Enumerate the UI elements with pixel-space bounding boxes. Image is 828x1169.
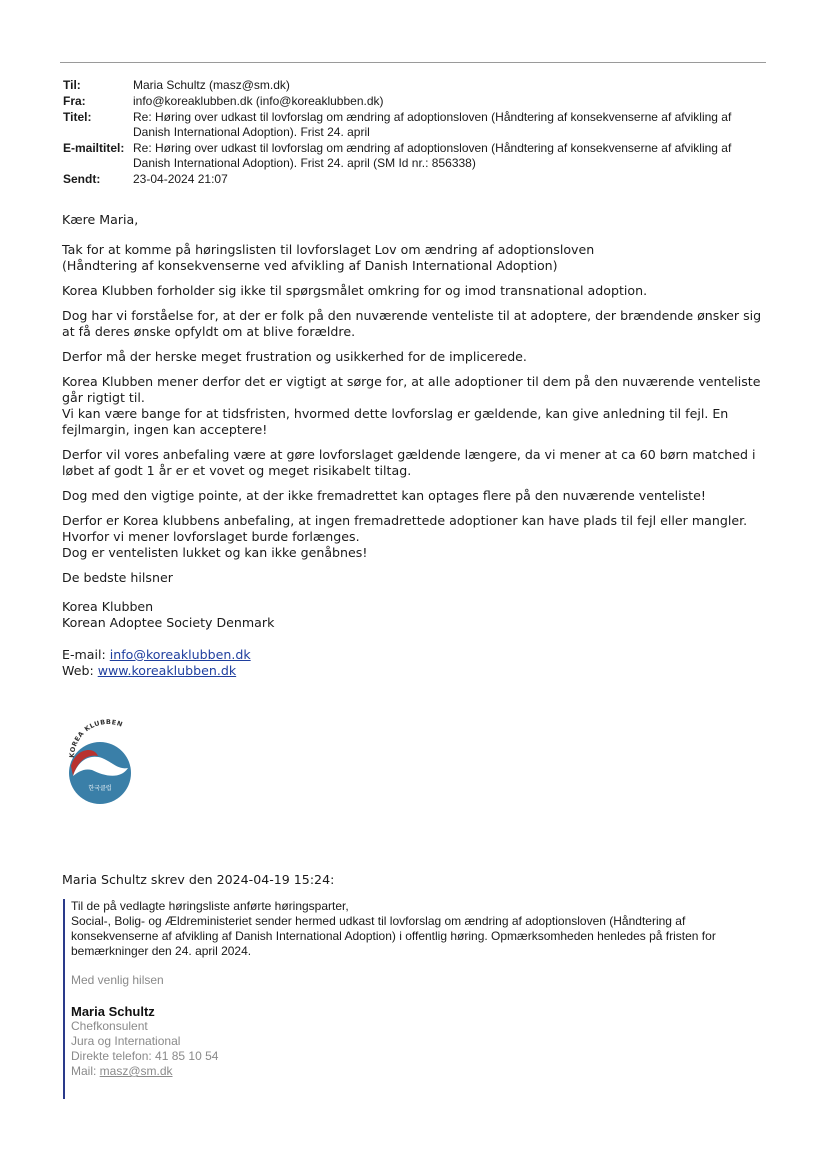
paragraph-5-line-2: Vi kan være bange for at tidsfristen, hvormed dette lovforslag er gældende, kan give anledning til fejl. En fejlmargin, ingen kan acceptere!: [62, 406, 729, 437]
quoted-signature-title: Chefkonsulent: [71, 1019, 148, 1033]
paragraph-6: Derfor vil vores anbefaling være at gøre lovforslaget gældende længere, da vi mener at ca 60 børn matched i løbet af godt 1 år er et vovet og meget risikabelt tiltag.: [62, 447, 756, 478]
logo-korean-text: 한국클럽: [88, 785, 112, 792]
header-row-sent: [63, 172, 763, 187]
quoted-line-1: Til de på vedlagte høringsliste anførte høringsparter,: [71, 899, 349, 913]
quoted-greeting: Med venlig hilsen: [71, 973, 164, 987]
from-label: Fra:: [63, 94, 86, 108]
contact-block: [62, 647, 774, 679]
header-row-from: [63, 94, 763, 109]
header-row-to: [63, 78, 763, 93]
from-value: info@koreaklubben.dk (info@koreaklubben.dk): [133, 94, 384, 108]
website-link[interactable]: www.koreaklubben.dk: [97, 663, 237, 678]
paragraph-8-line-1: Derfor er Korea klubbens anbefaling, at ingen fremadrettede adoptioner kan have plads til fejl eller mangler.: [62, 513, 748, 528]
to-value: Maria Schultz (masz@sm.dk): [133, 78, 290, 92]
paragraph-3: Dog har vi forståelse for, at der er folk på den nuværende venteliste til at adoptere, der brændende ønsker sig at få deres ønske opfyldt om at blive forældre.: [62, 308, 762, 339]
email-header: [63, 78, 763, 188]
salutation: Kære Maria,: [62, 212, 139, 227]
letter-body: [62, 212, 774, 688]
korea-klubben-logo: [60, 718, 152, 810]
quoted-paragraph: Social-, Bolig- og Ældreministeriet sender hermed udkast til lovforslag om ændring af adoptionsloven (Håndtering af konsekvenserne af afvikling af Danish International Adoption) i offentlig høring. Opmærksomheden henledes på fristen for bemærkninger den 24. april 2024.: [71, 914, 716, 958]
organization-subtitle: Korean Adoptee Society Denmark: [62, 615, 275, 630]
to-label: Til:: [63, 78, 81, 92]
quoted-signature-mail-row: [71, 1064, 771, 1079]
quoted-signature-department: Jura og International: [71, 1034, 181, 1048]
title-label: Titel:: [63, 110, 92, 124]
paragraph-1-line-1: Tak for at komme på høringslisten til lovforslaget Lov om ændring af adoptionsloven: [62, 242, 595, 257]
paragraph-5-line-1: Korea Klubben mener derfor det er vigtigt at sørge for, at alle adoptioner til dem på den nuværende venteliste går rigtigt til.: [62, 374, 761, 405]
paragraph-7: Dog med den vigtige pointe, at der ikke fremadrettet kan optages flere på den nuværende venteliste!: [62, 488, 706, 503]
email-link[interactable]: info@koreaklubben.dk: [109, 647, 251, 662]
paragraph-1: [62, 242, 774, 274]
email-title-label: E-mailtitel:: [63, 141, 125, 155]
organization-name: Korea Klubben: [62, 599, 154, 614]
paragraph-1-line-2: (Håndtering af konsekvenserne ved afvikling af Danish International Adoption): [62, 258, 558, 273]
sent-value: 23-04-2024 21:07: [133, 172, 228, 186]
quoted-signature-name: Maria Schultz: [71, 1004, 155, 1019]
paragraph-8: [62, 513, 774, 561]
organization-signature: [62, 599, 774, 631]
header-row-title: [63, 110, 763, 140]
quoted-body: [71, 899, 771, 959]
title-value: Re: Høring over udkast til lovforslag om ændring af adoptionsloven (Håndtering af konsekvenserne af afvikling af Danish International Adoption). Frist 24. april: [133, 110, 732, 139]
quoted-message: [63, 899, 771, 1099]
header-row-email-title: [63, 141, 763, 171]
sent-label: Sendt:: [63, 172, 101, 186]
email-label: E-mail:: [62, 647, 110, 662]
header-divider: [60, 62, 766, 63]
logo-arc-text: KOREA KLUBBEN: [67, 718, 124, 759]
web-label: Web:: [62, 663, 98, 678]
email-title-value: Re: Høring over udkast til lovforslag om ændring af adoptionsloven (Håndtering af konsekvenserne af afvikling af Danish International Adoption). Frist 24. april (SM Id nr.: 856338): [133, 141, 732, 170]
quoted-mail-label: Mail:: [71, 1064, 100, 1078]
closing: De bedste hilsner: [62, 570, 173, 585]
quoted-mail-link[interactable]: masz@sm.dk: [99, 1064, 173, 1078]
paragraph-5: [62, 374, 774, 438]
paragraph-8-line-3: Dog er ventelisten lukket og kan ikke genåbnes!: [62, 545, 368, 560]
paragraph-4: Derfor må der herske meget frustration og usikkerhed for de implicerede.: [62, 349, 527, 364]
quoted-message-intro: Maria Schultz skrev den 2024-04-19 15:24:: [62, 872, 335, 887]
quoted-signature-phone: Direkte telefon: 41 85 10 54: [71, 1049, 219, 1063]
paragraph-2: Korea Klubben forholder sig ikke til spørgsmålet omkring for og imod transnational adoption.: [62, 283, 648, 298]
paragraph-8-line-2: Hvorfor vi mener lovforslaget burde forlænges.: [62, 529, 360, 544]
